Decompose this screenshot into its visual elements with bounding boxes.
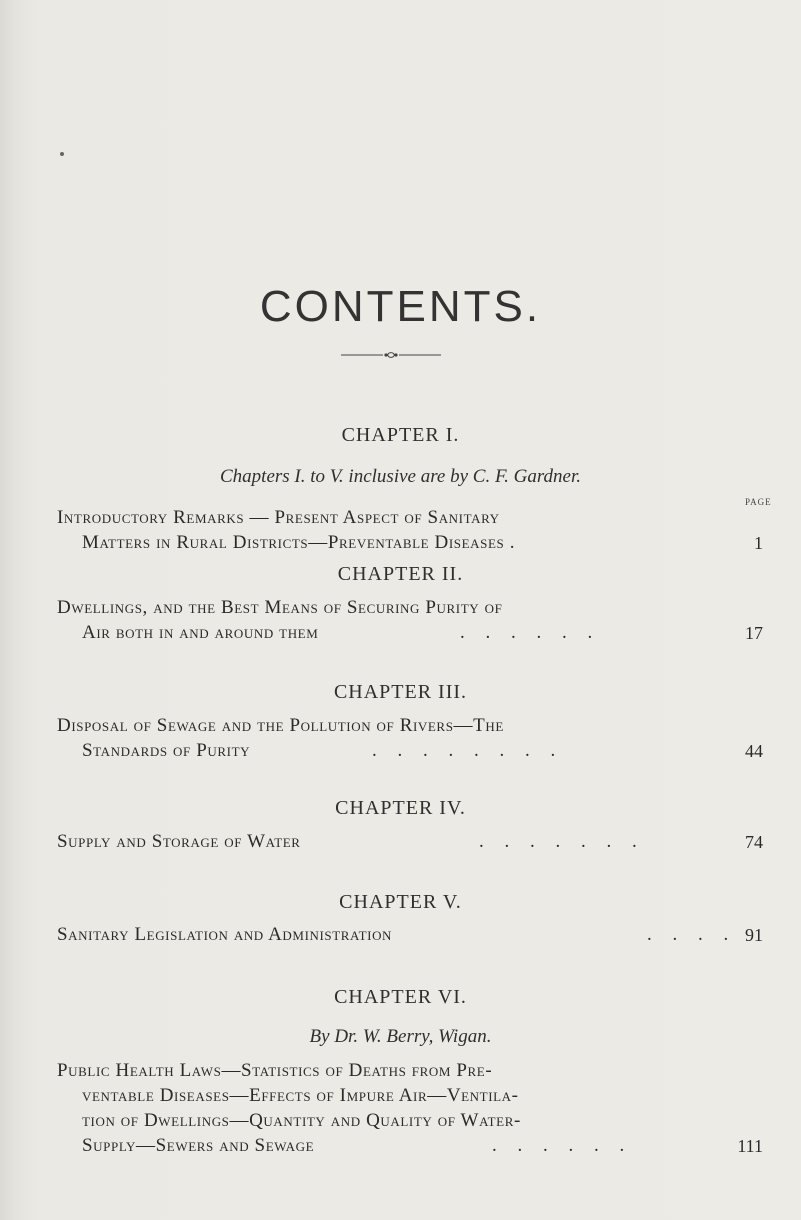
chapter-1-line-1: Introductory Remarks — Present Aspect of Sanitary — [57, 507, 500, 528]
chapter-1-heading: CHAPTER I. — [341, 424, 460, 446]
chapter-6-author: By Dr. W. Berry, Wigan. — [309, 1026, 492, 1047]
chapter-2-line-1: Dwellings, and the Best Means of Securing Purity of — [57, 597, 503, 618]
chapter-3-line-2-text: Standards of Purity — [82, 740, 251, 761]
chapter-6-leader-dots: . . . . . . — [492, 1135, 633, 1156]
chapter-6-line-4-text: Supply—Sewers and Sewage — [82, 1135, 315, 1156]
page-title: CONTENTS. — [259, 282, 542, 331]
chapter-3-page: 44 — [745, 741, 763, 761]
chapter-4-page: 74 — [745, 832, 763, 852]
chapter-3-heading: CHAPTER III. — [333, 681, 468, 703]
chapter-1-page: 1 — [754, 533, 763, 553]
chapter-2-page: 17 — [745, 623, 763, 643]
chapter-6-heading: CHAPTER VI. — [334, 986, 467, 1008]
chapter-4-heading: CHAPTER IV. — [335, 797, 466, 819]
chapter-4-leader-dots: . . . . . . . — [479, 831, 645, 852]
chapter-6-line-2: ventable Diseases—Effects of Impure Air—Ventila- — [82, 1085, 519, 1106]
chapter-5-line-1 — [57, 924, 737, 946]
chapter-4-line-1-text: Supply and Storage of Water — [57, 831, 301, 852]
chapter-5-leader-dots: . . . . — [647, 924, 737, 945]
chapter-6-line-1: Public Health Laws—Statistics of Deaths from Pre- — [57, 1060, 493, 1081]
page-column-header: PAGE — [745, 497, 772, 507]
chapter-2-line-2 — [82, 622, 601, 644]
chapter-5-heading: CHAPTER V. — [339, 891, 462, 913]
chapter-3-line-2 — [82, 740, 564, 762]
ornament-divider-icon — [341, 351, 441, 359]
chapter-3-leader-dots: . . . . . . . . — [372, 740, 564, 761]
chapter-1-author: Chapters I. to V. inclusive are by C. F. Gardner. — [220, 466, 581, 487]
chapter-4-line-1 — [57, 831, 645, 853]
chapter-1-line-2: Matters in Rural Districts—Preventable Diseases . — [82, 532, 516, 553]
chapter-6-line-3: tion of Dwellings—Quantity and Quality of Water- — [82, 1110, 521, 1131]
chapter-3-line-1: Disposal of Sewage and the Pollution of Rivers—The — [57, 715, 504, 736]
ink-speck — [60, 152, 64, 156]
chapter-5-page: 91 — [745, 925, 763, 945]
chapter-6-page: 111 — [737, 1136, 763, 1156]
chapter-5-line-1-text: Sanitary Legislation and Administration — [57, 924, 393, 945]
chapter-2-heading: CHAPTER II. — [337, 563, 464, 585]
chapter-2-line-2-text: Air both in and around them — [82, 622, 319, 643]
chapter-2-leader-dots: . . . . . . — [460, 622, 601, 643]
chapter-6-line-4 — [82, 1135, 633, 1157]
